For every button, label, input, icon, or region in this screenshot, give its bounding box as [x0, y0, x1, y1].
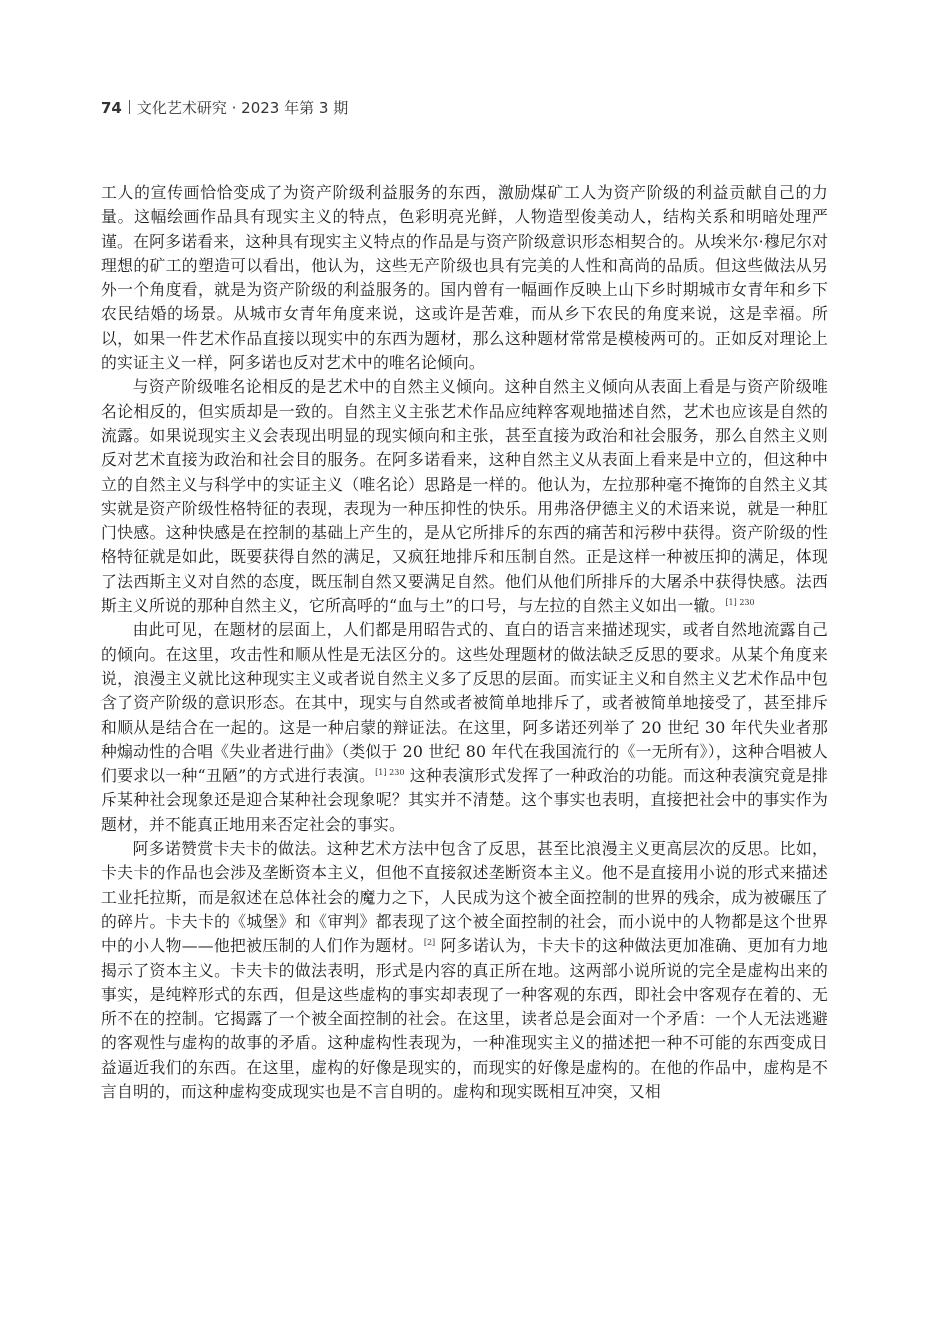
- running-header: [101, 97, 348, 119]
- paragraph-text: 工人的宣传画恰恰变成了为资产阶级利益服务的东西，激励煤矿工人为资产阶级的利益贡献自己的力量。这幅绘画作品具有现实主义的特点，色彩明亮光鲜，人物造型俊美动人，结构关系和明暗处理严谨。在阿多诺看来，这种具有现实主义特点的作品是与资产阶级意识形态相契合的。从埃米尔·穆尼尔对理想的矿工的塑造可以看出，他认为，这些无产阶级也具有完美的人性和高尚的品质。但这些做法从另外一个角度看，就是为资产阶级的利益服务的。国内曾有一幅画作反映上山下乡时期城市女青年和乡下农民结婚的场景。从城市女青年角度来说，这或许是苦难，而从乡下农民的角度来说，这是幸福。所以，如果一件艺术作品直接以现实中的东西为题材，那么这种题材常常是模棱两可的。正如反对理论上的实证主义一样，阿多诺也反对艺术中的唯名论倾向。: [101, 183, 828, 373]
- citation-marker: [2]: [423, 938, 436, 948]
- citation-marker: [1] 230: [375, 768, 405, 778]
- paragraph-2: [101, 375, 828, 618]
- paragraph-text: 由此可见，在题材的层面上，人们都是用昭告式的、直白的语言来描述现实，或者自然地流露自己的倾向。在这里，攻击性和顺从性是无法区分的。这些处理题材的做法缺乏反思的要求。从某个角度来说，浪漫主义就比这种现实主义或者说自然主义多了反思的层面。而实证主义和自然主义艺术作品中包含了资产阶级的意识形态。在其中，现实与自然或者被简单地排斥了，或者被简单地接受了，甚至排斥和顺从是结合在一起的。这是一种启蒙的辩证法。在这里，阿多诺还列举了 20 世纪 30 年代失业者那种煽动性的合唱《失业者进行曲》（类似于 20 世纪 80 年代在我国流行的《一无所有》），这种合唱被人们要求以一种“丑陋”的方式进行表演。: [101, 620, 828, 786]
- paragraph-text-continued: 阿多诺认为，卡夫卡的这种做法更加准确、更加有力地揭示了资本主义。卡夫卡的做法表明，形式是内容的真正所在地。这两部小说所说的完全是虚构出来的事实，是纯粹形式的东西，但是这些虚构的事实却表现了一种客观的东西，即社会中客观存在着的、无所不在的控制。它揭露了一个被全面控制的社会。在这里，读者总是会面对一个矛盾：一个人无法逃避的客观性与虚构的故事的矛盾。这种虚构性表现为，一种准现实主义的描述把一种不可能的东西变成日益逼近我们的东西。在这里，虚构的好像是现实的，而现实的好像是虚构的。在他的作品中，虚构是不言自明的，而这种虚构变成现实也是不言自明的。虚构和现实既相互冲突，又相: [101, 936, 828, 1101]
- page-number: 74: [101, 99, 122, 117]
- paragraph-4: [101, 837, 828, 1104]
- citation-marker: [1] 230: [725, 598, 755, 608]
- paragraph-text: 阿多诺赞赏卡夫卡的做法。这种艺术方法中包含了反思，甚至比浪漫主义更高层次的反思。比如，卡夫卡的作品也会涉及垄断资本主义，但他不直接叙述垄断资本主义。他不是直接用小说的形式来描述工业托拉斯，而是叙述在总体社会的魔力之下，人民成为这个被全面控制的世界的残余，成为被碾压了的碎片。卡夫卡的《城堡》和《审判》都表现了这个被全面控制的社会，而小说中的人物都是这个世界中的小人物——他把被压制的人们作为题材。: [101, 839, 828, 956]
- paragraph-text-continued: 这种表演形式发挥了一种政治的功能。而这种表演究竟是排斥某种社会现象还是迎合某种社会现象呢？其实并不清楚。这个事实也表明，直接把社会中的事实作为题材，并不能真正地用来否定社会的事实。: [101, 766, 828, 834]
- paragraph-1: [101, 181, 828, 375]
- header-divider: [129, 100, 130, 114]
- article-body: [101, 181, 828, 1104]
- paragraph-text: 与资产阶级唯名论相反的是艺术中的自然主义倾向。这种自然主义倾向从表面上看是与资产阶级唯名论相反的，但实质却是一致的。自然主义主张艺术作品应纯粹客观地描述自然，艺术也应该是自然的流露。如果说现实主义会表现出明显的现实倾向和主张，甚至直接为政治和社会服务，那么自然主义则反对艺术直接为政治和社会目的服务。在阿多诺看来，这种自然主义从表面上看来是中立的，但这种中立的自然主义与科学中的实证主义（唯名论）思路是一样的。他认为，左拉那种毫不掩饰的自然主义其实就是资产阶级性格特征的表现，表现为一种压抑性的快乐。用弗洛伊德主义的术语来说，就是一种肛门快感。这种快感是在控制的基础上产生的，是从它所排斥的东西的痛苦和污秽中获得。资产阶级的性格特征就是如此，既要获得自然的满足，又疯狂地排斥和压制自然。正是这样一种被压抑的满足，体现了法西斯主义对自然的态度，既压制自然又要满足自然。他们从他们所排斥的大屠杀中获得快感。法西斯主义所说的那种自然主义，它所高呼的“血与土”的口号，与左拉的自然主义如出一辙。: [101, 377, 828, 616]
- journal-issue: 文化艺术研究 · 2023 年第 3 期: [136, 99, 349, 117]
- paragraph-3: [101, 618, 828, 837]
